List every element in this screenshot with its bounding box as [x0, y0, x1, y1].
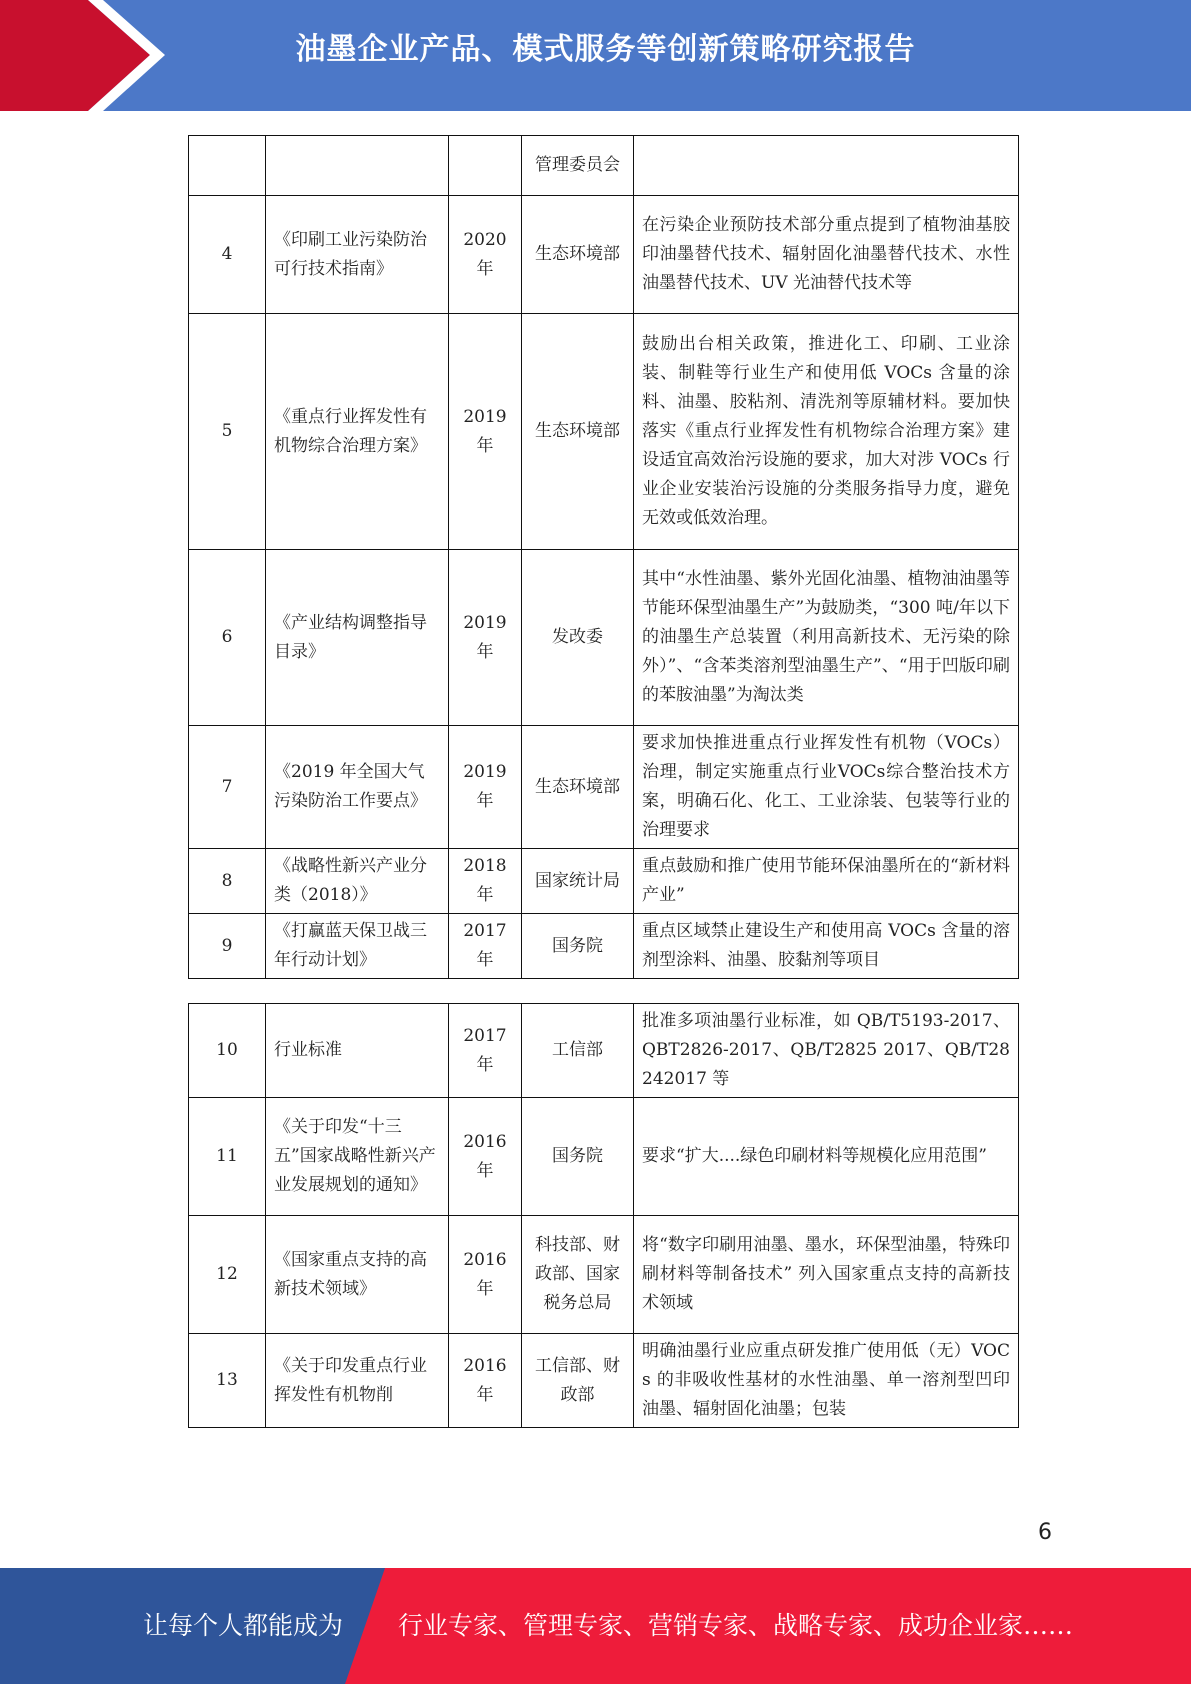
cell-content: 明确油墨行业应重点研发推广使用低（无）VOCs 的非吸收性基材的水性油墨、单一溶剂型凹印油墨、辐射固化油墨；包装 — [634, 1334, 1019, 1428]
cell-content — [634, 136, 1019, 196]
table-row — [189, 1334, 1019, 1428]
cell-name: 《国家重点支持的高新技术领域》 — [266, 1216, 449, 1334]
cell-content: 要求加快推进重点行业挥发性有机物（VOCs）治理，制定实施重点行业VOCs综合整治技术方案，明确石化、化工、工业涂装、包装等行业的治理要求 — [634, 726, 1019, 849]
cell-content: 要求“扩大....绿色印刷材料等规模化应用范围” — [634, 1098, 1019, 1216]
table-row — [189, 314, 1019, 550]
cell-no: 9 — [189, 914, 266, 979]
cell-content: 重点区域禁止建设生产和使用高 VOCs 含量的溶剂型涂料、油墨、胶黏剂等项目 — [634, 914, 1019, 979]
cell-name: 《2019 年全国大气污染防治工作要点》 — [266, 726, 449, 849]
cell-name: 行业标准 — [266, 1004, 449, 1098]
cell-no: 4 — [189, 196, 266, 314]
cell-no: 13 — [189, 1334, 266, 1428]
page-footer — [0, 1568, 1191, 1684]
cell-year: 2019年 — [449, 550, 522, 726]
policy-table-part1 — [188, 135, 1019, 979]
cell-dept: 科技部、财政部、国家税务总局 — [522, 1216, 634, 1334]
cell-dept: 生态环境部 — [522, 196, 634, 314]
table-row — [189, 1004, 1019, 1098]
table-row — [189, 726, 1019, 849]
cell-year: 2018年 — [449, 849, 522, 914]
cell-no: 5 — [189, 314, 266, 550]
table-row — [189, 914, 1019, 979]
cell-dept: 发改委 — [522, 550, 634, 726]
cell-year: 2019年 — [449, 726, 522, 849]
table-row — [189, 196, 1019, 314]
page-number: 6 — [1038, 1520, 1052, 1545]
table-row — [189, 136, 1019, 196]
cell-content: 在污染企业预防技术部分重点提到了植物油基胶印油墨替代技术、辐射固化油墨替代技术、水性油墨替代技术、UV 光油替代技术等 — [634, 196, 1019, 314]
cell-no: 6 — [189, 550, 266, 726]
cell-content: 其中“水性油墨、紫外光固化油墨、植物油油墨等节能环保型油墨生产”为鼓励类，“300 吨/年以下的油墨生产总装置（利用高新技术、无污染的除外）”、“含苯类溶剂型油墨生产”、“用于凹版印刷的苯胺油墨”为淘汰类 — [634, 550, 1019, 726]
cell-name: 《战略性新兴产业分类（2018）》 — [266, 849, 449, 914]
cell-name: 《重点行业挥发性有机物综合治理方案》 — [266, 314, 449, 550]
page-header — [0, 0, 1191, 111]
cell-no: 12 — [189, 1216, 266, 1334]
table-row — [189, 1098, 1019, 1216]
cell-dept: 国务院 — [522, 1098, 634, 1216]
cell-dept: 工信部 — [522, 1004, 634, 1098]
cell-no — [189, 136, 266, 196]
table-row — [189, 1216, 1019, 1334]
cell-name — [266, 136, 449, 196]
cell-no: 8 — [189, 849, 266, 914]
footer-slogan-right: 行业专家、管理专家、营销专家、战略专家、成功企业家…… — [398, 1611, 1074, 1640]
cell-dept: 生态环境部 — [522, 726, 634, 849]
cell-year: 2019年 — [449, 314, 522, 550]
cell-content: 将“数字印刷用油墨、墨水，环保型油墨，特殊印刷材料等制备技术” 列入国家重点支持的高新技术领域 — [634, 1216, 1019, 1334]
cell-content: 鼓励出台相关政策，推进化工、印刷、工业涂装、制鞋等行业生产和使用低 VOCs 含量的涂料、油墨、胶粘剂、清洗剂等原辅材料。要加快落实《重点行业挥发性有机物综合治理方案》建设适宜高效治污设施的要求，加大对涉 VOCs 行业企业安装治污设施的分类服务指导力度，避免无效或低效治理。 — [634, 314, 1019, 550]
cell-dept: 管理委员会 — [522, 136, 634, 196]
cell-dept: 生态环境部 — [522, 314, 634, 550]
cell-no: 11 — [189, 1098, 266, 1216]
cell-dept: 国家统计局 — [522, 849, 634, 914]
cell-year — [449, 136, 522, 196]
cell-dept: 工信部、财政部 — [522, 1334, 634, 1428]
cell-content: 重点鼓励和推广使用节能环保油墨所在的“新材料产业” — [634, 849, 1019, 914]
cell-year: 2016年 — [449, 1216, 522, 1334]
cell-dept: 国务院 — [522, 914, 634, 979]
cell-no: 10 — [189, 1004, 266, 1098]
header-title: 油墨企业产品、模式服务等创新策略研究报告 — [295, 32, 916, 67]
cell-name: 《打赢蓝天保卫战三年行动计划》 — [266, 914, 449, 979]
cell-year: 2016年 — [449, 1098, 522, 1216]
table-row — [189, 849, 1019, 914]
policy-table-part2 — [188, 1003, 1019, 1428]
footer-slogan-left: 让每个人都能成为 — [143, 1611, 344, 1640]
cell-name: 《关于印发“十三五”国家战略性新兴产业发展规划的通知》 — [266, 1098, 449, 1216]
cell-name: 《关于印发重点行业挥发性有机物削 — [266, 1334, 449, 1428]
cell-year: 2017年 — [449, 1004, 522, 1098]
cell-year: 2017年 — [449, 914, 522, 979]
cell-year: 2016年 — [449, 1334, 522, 1428]
cell-content: 批准多项油墨行业标准，如 QB/T5193-2017、QBT2826-2017、QB/T2825 2017、QB/T28242017 等 — [634, 1004, 1019, 1098]
cell-name: 《产业结构调整指导目录》 — [266, 550, 449, 726]
cell-name: 《印刷工业污染防治可行技术指南》 — [266, 196, 449, 314]
table-row — [189, 550, 1019, 726]
cell-no: 7 — [189, 726, 266, 849]
cell-year: 2020年 — [449, 196, 522, 314]
